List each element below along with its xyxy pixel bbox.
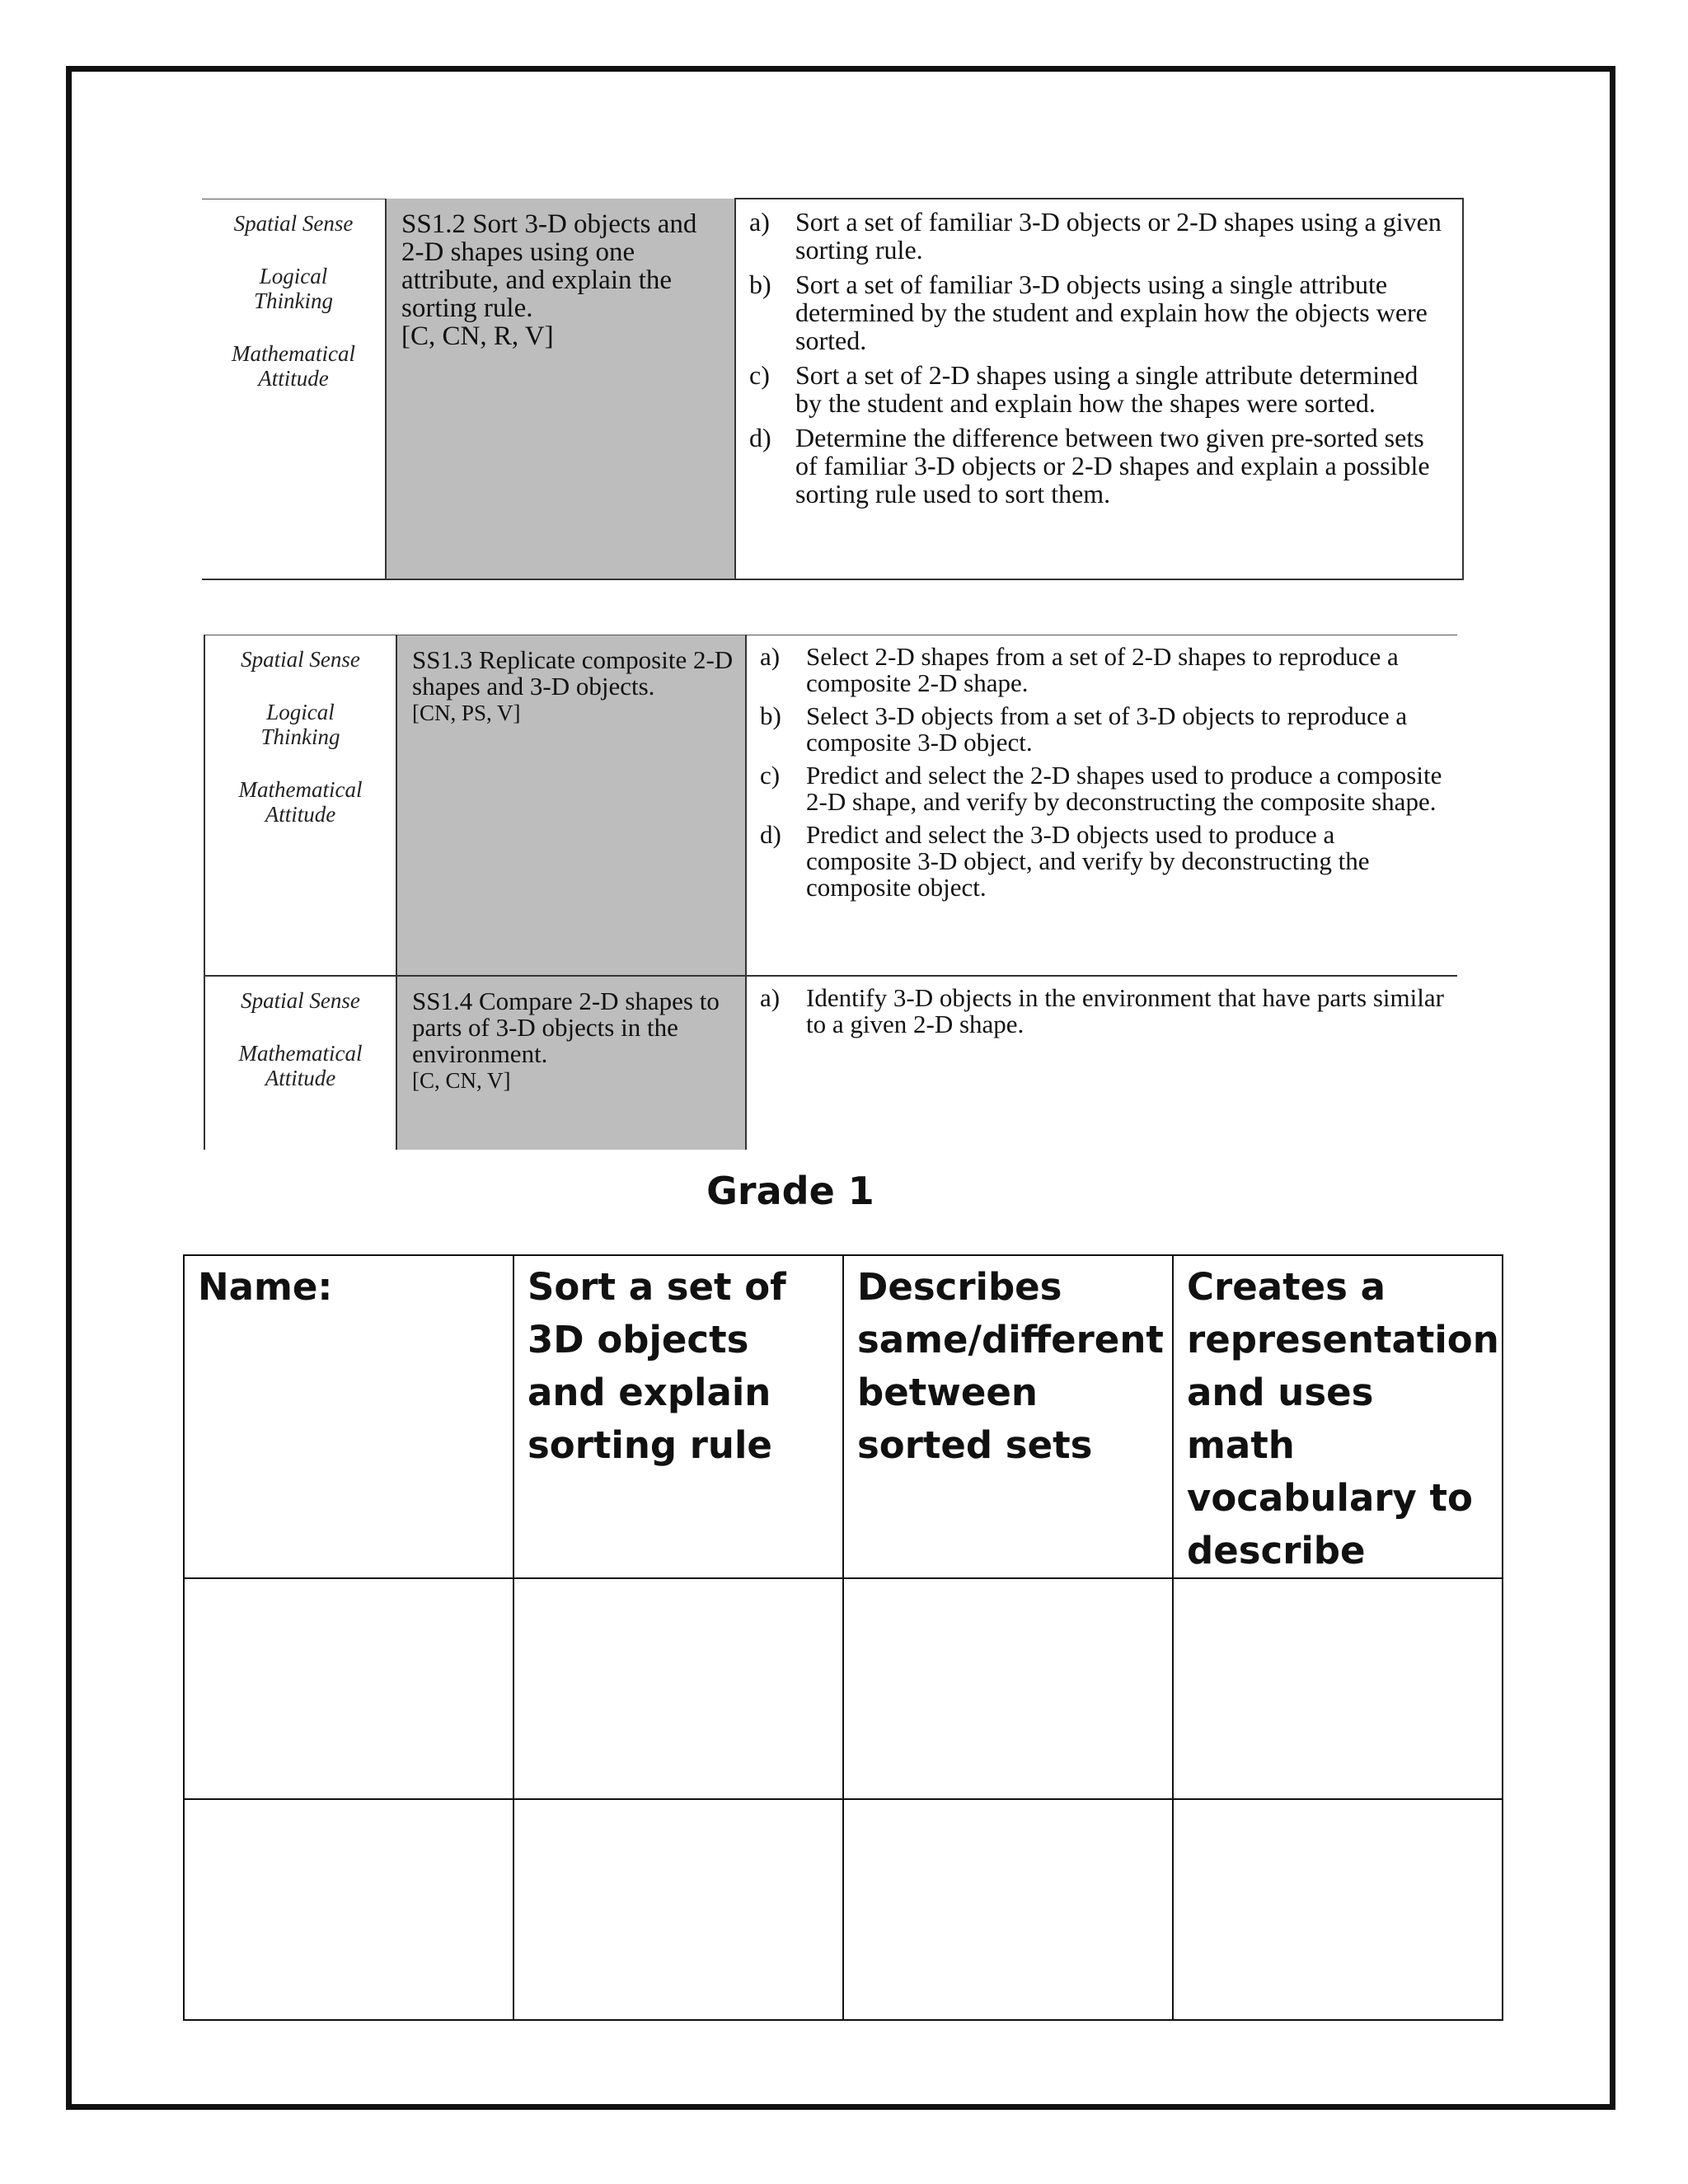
- indicator-letter: d): [749, 423, 771, 452]
- rubric-cell[interactable]: [843, 1799, 1173, 2020]
- rubric-blank-row: [184, 1578, 1503, 1799]
- outcome-table-ss1-3-ss1-4: [204, 635, 1457, 1150]
- indicator-letter: a): [760, 983, 781, 1012]
- indicator-text: Predict and select the 2-D shapes used to produce a composite 2-D shape, and verify by deconstructing the composite shape.: [806, 761, 1442, 816]
- rubric-header-name: Name:: [184, 1255, 513, 1578]
- rubric-cell[interactable]: [513, 1799, 843, 2020]
- process-label: Mathematical Attitude: [238, 1041, 363, 1090]
- indicator-letter: b): [749, 269, 771, 299]
- processes-cell: [204, 635, 396, 977]
- process-label: Spatial Sense: [241, 988, 360, 1013]
- outcome-cell: [396, 635, 746, 977]
- indicators-cell: [735, 199, 1463, 579]
- indicator-text: Select 3-D objects from a set of 3-D objects to reproduce a composite 3-D object.: [806, 701, 1408, 757]
- outcome-table-ss1-2: [202, 198, 1464, 580]
- rubric-cell[interactable]: [1173, 1799, 1503, 2020]
- indicator-text: Identify 3-D objects in the environment that have parts similar to a given 2-D shape.: [806, 983, 1444, 1038]
- process-label: Mathematical Attitude: [232, 340, 355, 391]
- rubric-cell[interactable]: [513, 1578, 843, 1799]
- indicator-text: Sort a set of familiar 3-D objects or 2-D shapes using a given sorting rule.: [795, 207, 1442, 265]
- indicator-item: [760, 985, 1446, 1038]
- rubric-blank-row: [184, 1799, 1503, 2020]
- rubric-header-row: [184, 1255, 1503, 1578]
- rubric-cell[interactable]: [184, 1799, 513, 2020]
- indicator-item: [760, 822, 1446, 901]
- process-label: Logical Thinking: [260, 700, 340, 749]
- outcome-text: SS1.4 Compare 2-D shapes to parts of 3-D objects in the environment.: [412, 987, 720, 1068]
- grade-title: [0, 1169, 1688, 1213]
- indicator-item: [760, 644, 1446, 696]
- outcome-codes: [C, CN, R, V]: [401, 321, 554, 351]
- rubric-cell[interactable]: [1173, 1578, 1503, 1799]
- rubric-cell[interactable]: [843, 1578, 1173, 1799]
- assessment-rubric-table: [183, 1254, 1503, 2021]
- indicator-letter: a): [760, 642, 781, 671]
- indicator-letter: b): [760, 701, 781, 730]
- indicator-letter: d): [760, 820, 781, 849]
- rubric-header-sort: Sort a set of 3D objects and explain sorting rule: [513, 1255, 843, 1578]
- outcome-cell: [396, 976, 746, 1150]
- outcome-codes: [C, CN, V]: [412, 1068, 511, 1093]
- rubric-header-creates: Creates a representation and uses math vocabulary to describe: [1173, 1255, 1503, 1578]
- indicator-letter: c): [749, 360, 770, 390]
- outcome-cell: [386, 199, 735, 579]
- outcome-codes: [CN, PS, V]: [412, 701, 521, 725]
- indicator-item: [749, 270, 1451, 354]
- indicator-text: Sort a set of 2-D shapes using a single attribute determined by the student and explain how the shapes were sorted.: [795, 360, 1418, 418]
- grade-title-text: Grade 1: [706, 1169, 874, 1213]
- indicators-cell: [746, 635, 1457, 977]
- indicator-item: [749, 208, 1451, 264]
- process-label: Spatial Sense: [233, 210, 354, 236]
- rubric-header-describes: Describes same/different between sorted sets: [843, 1255, 1173, 1578]
- process-label: Mathematical Attitude: [238, 777, 363, 827]
- indicator-item: [760, 703, 1446, 756]
- indicator-letter: c): [760, 761, 781, 790]
- process-label: Logical Thinking: [253, 263, 333, 313]
- indicator-text: Determine the difference between two given pre-sorted sets of familiar 3-D objects or 2-D shapes and explain a possible sorting rule used to sort them.: [795, 423, 1430, 509]
- indicator-item: [749, 424, 1451, 508]
- indicator-text: Select 2-D shapes from a set of 2-D shapes to reproduce a composite 2-D shape.: [806, 642, 1399, 697]
- process-label: Spatial Sense: [241, 647, 360, 672]
- outcome-text: SS1.2 Sort 3-D objects and 2-D shapes using one attribute, and explain the sorting rule.: [401, 209, 697, 323]
- outcome-text: SS1.3 Replicate composite 2-D shapes and 3-D objects.: [412, 645, 734, 701]
- indicator-text: Predict and select the 3-D objects used to produce a composite 3-D object, and verify by deconstructing the composite object.: [806, 820, 1370, 902]
- indicator-text: Sort a set of familiar 3-D objects using a single attribute determined by the student and explain how the objects were sorted.: [795, 269, 1428, 355]
- rubric-cell[interactable]: [184, 1578, 513, 1799]
- processes-cell: [204, 976, 396, 1150]
- indicators-cell: [746, 976, 1457, 1150]
- processes-cell: [202, 199, 386, 579]
- indicator-letter: a): [749, 207, 770, 237]
- indicator-item: [749, 361, 1451, 417]
- indicator-item: [760, 762, 1446, 815]
